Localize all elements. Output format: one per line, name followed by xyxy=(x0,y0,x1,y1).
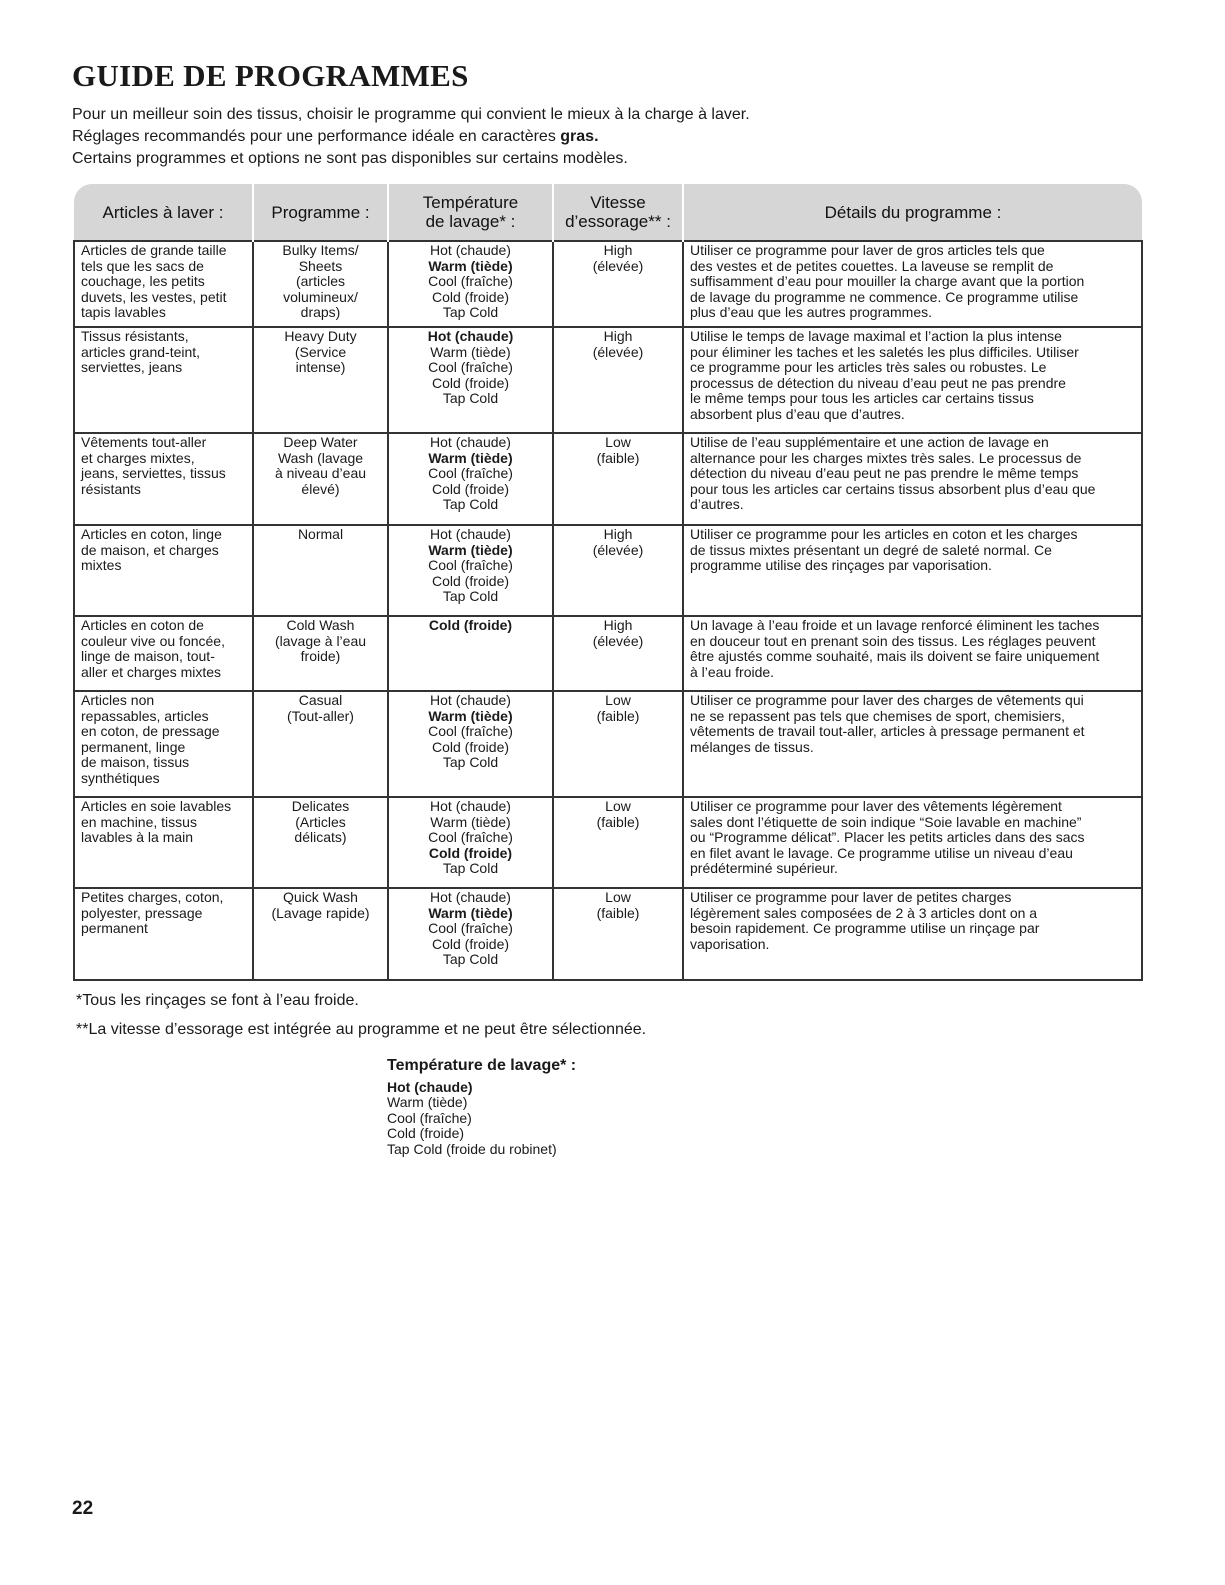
temperature-option: Hot (chaude) xyxy=(430,526,511,542)
articles-line: couleur vive ou foncée, xyxy=(81,632,225,649)
temperature-option: Cold (froide) xyxy=(431,374,510,391)
spin-speed-line: (élevée) xyxy=(592,343,644,360)
temperature-option: Cold (froide) xyxy=(431,288,510,305)
temperature-cell xyxy=(388,616,553,691)
articles-line: résistants xyxy=(81,480,141,497)
program-guide-table-container xyxy=(73,184,1141,981)
intro-text xyxy=(72,104,750,170)
articles-line: Articles en coton, linge xyxy=(81,526,222,542)
legend-item: Warm (tiède) xyxy=(387,1094,468,1110)
articles-line: tels que les sacs de xyxy=(81,257,204,274)
temperature-option: Cool (fraîche) xyxy=(428,723,513,739)
spin-speed-line: (faible) xyxy=(596,449,640,466)
articles-line: articles grand-teint, xyxy=(81,343,201,360)
details-line: légèrement sales composées de 2 à 3 articles dont on a xyxy=(690,904,1038,921)
details-line: vaporisation. xyxy=(690,935,770,952)
page-title: GUIDE DE PROGRAMMES xyxy=(72,58,469,93)
details-line: programme utilise des rinçages par vaporisation. xyxy=(690,557,992,573)
programme-line: (Articles xyxy=(295,813,346,830)
articles-line: couchage, les petits xyxy=(81,273,205,289)
legend-title: Température de lavage* : xyxy=(387,1057,577,1074)
intro-line-1: Pour un meilleur soin des tissus, choisir le programme qui convient le mieux à la charge à laver. xyxy=(72,106,750,123)
temperature-option: Hot (chaude) xyxy=(430,434,511,450)
temperature-option: Tap Cold xyxy=(442,754,499,770)
details-line: Utiliser ce programme pour laver des charges de vêtements qui xyxy=(690,692,1084,708)
header-programme: Programme : xyxy=(253,184,388,241)
articles-line: permanent, linge xyxy=(81,738,186,755)
details-line: à l’eau froide. xyxy=(690,663,775,680)
spin-speed-cell xyxy=(553,691,683,797)
articles-line: Articles en coton de xyxy=(81,617,204,633)
articles-cell xyxy=(74,888,253,980)
programme-cell xyxy=(253,327,388,433)
spin-speed-line: High xyxy=(603,328,633,344)
articles-cell xyxy=(74,797,253,888)
temperature-option: Tap Cold xyxy=(442,860,499,876)
recommended-temperature: Warm (tiède) xyxy=(428,541,513,558)
details-line: besoin rapidement. Ce programme utilise un rinçage par xyxy=(690,920,1040,936)
footnotes xyxy=(76,990,646,1048)
articles-line: de maison, tissus xyxy=(81,754,190,770)
articles-line: repassables, articles xyxy=(81,707,209,724)
programme-line: Sheets xyxy=(298,257,343,274)
temperature-option: Cool (fraîche) xyxy=(428,465,513,481)
legend-items xyxy=(387,1080,576,1158)
header-details: Détails du programme : xyxy=(683,184,1142,241)
footnote-spin-speed: **La vitesse d’essorage est intégrée au programme et ne peut être sélectionnée. xyxy=(76,1021,647,1038)
articles-line: Petites charges, coton, xyxy=(81,889,224,905)
programme-line: (Service xyxy=(294,343,347,360)
header-temperature-line-1: Température xyxy=(422,193,519,212)
details-line: Utiliser ce programme pour laver de gros articles tels que xyxy=(690,242,1045,258)
temperature-option: Hot (chaude) xyxy=(430,692,511,708)
intro-line-3: Certains programmes et options ne sont pas disponibles sur certains modèles. xyxy=(72,150,628,167)
details-cell xyxy=(683,241,1142,327)
temperature-option: Cool (fraîche) xyxy=(428,920,513,936)
spin-speed-line: (élevée) xyxy=(592,257,644,274)
articles-cell xyxy=(74,525,253,616)
table-row xyxy=(74,797,1142,888)
articles-line: et charges mixtes, xyxy=(81,449,195,466)
intro-line-2-text: Réglages recommandés pour une performance idéale en caractères xyxy=(72,128,561,145)
header-speed-line-2: d’essorage** : xyxy=(565,212,671,231)
programme-line: intense) xyxy=(295,359,346,375)
details-line: ne se repassent pas tels que chemises de sport, chemisiers, xyxy=(690,707,1066,724)
intro-line-2 xyxy=(72,126,750,148)
details-line: absorbent plus d’eau que d’autres. xyxy=(690,405,905,422)
header-speed-line-1: Vitesse xyxy=(590,193,646,212)
header-temperature xyxy=(388,184,553,241)
programme-line: délicats) xyxy=(294,829,347,845)
articles-line: polyester, pressage xyxy=(81,904,203,921)
spin-speed-cell xyxy=(553,241,683,327)
details-line: de lavage du programme ne commence. Ce programme utilise xyxy=(690,288,1079,305)
programme-line: Casual xyxy=(298,692,343,708)
articles-cell xyxy=(74,241,253,327)
programme-line: Wash (lavage xyxy=(277,449,364,466)
table-body xyxy=(74,241,1142,980)
details-line: plus d’eau que les autres programmes. xyxy=(690,304,933,320)
legend-item: Cold (froide) xyxy=(387,1125,465,1141)
table-row xyxy=(74,241,1142,327)
table-row xyxy=(74,888,1142,980)
articles-line: duvets, les vestes, petit xyxy=(81,288,227,305)
details-line: processus de détection du niveau d’eau peut ne pas prendre xyxy=(690,374,1066,391)
details-line: ou “Programme délicat”. Placer les petits articles dans des sacs xyxy=(690,829,1085,845)
details-line: le même temps pour tous les articles car certains tissus xyxy=(690,390,1034,406)
temperature-option: Cold (froide) xyxy=(431,572,510,589)
legend-item: Hot (chaude) xyxy=(387,1078,473,1095)
programme-line: Cold Wash xyxy=(286,617,355,633)
temperature-option: Cool (fraîche) xyxy=(428,273,513,289)
spin-speed-line: Low xyxy=(605,434,631,450)
articles-line: en machine, tissus xyxy=(81,813,197,830)
programme-line: Delicates xyxy=(291,798,350,814)
temperature-cell xyxy=(388,433,553,525)
temperature-option: Tap Cold xyxy=(442,390,499,406)
details-cell xyxy=(683,433,1142,525)
spin-speed-line: Low xyxy=(605,889,631,905)
spin-speed-cell xyxy=(553,327,683,433)
articles-line: lavables à la main xyxy=(81,829,194,845)
temperature-option: Cold (froide) xyxy=(431,738,510,755)
programme-line: froide) xyxy=(300,648,341,664)
details-line: pour tous les articles car certains tissus absorbent plus d’eau que xyxy=(690,480,1096,497)
legend-item: Cool (fraîche) xyxy=(387,1109,472,1126)
articles-line: serviettes, jeans xyxy=(81,359,183,375)
details-cell xyxy=(683,797,1142,888)
details-line: prédéterminé supérieur. xyxy=(690,860,838,876)
programme-line: Deep Water xyxy=(283,434,358,450)
spin-speed-line: (faible) xyxy=(596,813,640,830)
details-line: suffisamment d’eau pour mouiller la charge avant que la portion xyxy=(690,273,1085,289)
details-line: des vestes et de petites couettes. La laveuse se remplit de xyxy=(690,257,1054,274)
header-articles: Articles à laver : xyxy=(74,184,253,241)
programme-cell xyxy=(253,433,388,525)
details-line: Utilise de l’eau supplémentaire et une action de lavage en xyxy=(690,434,1049,450)
articles-line: jeans, serviettes, tissus xyxy=(81,465,226,481)
recommended-temperature: Warm (tiède) xyxy=(428,904,513,921)
articles-line: aller et charges mixtes xyxy=(81,663,222,680)
details-line: Utiliser ce programme pour laver de petites charges xyxy=(690,889,1012,905)
recommended-temperature: Warm (tiède) xyxy=(428,449,513,466)
programme-cell xyxy=(253,691,388,797)
footnote-rinse: *Tous les rinçages se font à l’eau froide. xyxy=(76,992,359,1009)
temperature-option: Hot (chaude) xyxy=(430,242,511,258)
programme-cell xyxy=(253,797,388,888)
table-row xyxy=(74,433,1142,525)
recommended-temperature: Warm (tiède) xyxy=(428,257,513,274)
programme-line: Quick Wash xyxy=(283,889,358,905)
articles-line: linge de maison, tout- xyxy=(81,648,215,664)
spin-speed-line: High xyxy=(603,526,633,542)
details-cell xyxy=(683,616,1142,691)
spin-speed-cell xyxy=(553,797,683,888)
articles-line: Articles en soie lavables xyxy=(81,798,232,814)
recommended-temperature: Cold (froide) xyxy=(428,844,513,861)
table-header-row xyxy=(74,184,1142,241)
details-line: détection du niveau d’eau peut ne pas prendre le même temps xyxy=(690,465,1079,481)
programme-line: (articles xyxy=(295,273,345,289)
temperature-option: Tap Cold xyxy=(442,304,499,320)
temperature-option: Cold (froide) xyxy=(431,480,510,497)
spin-speed-line: Low xyxy=(605,692,631,708)
details-line: de tissus mixtes présentant un degré de saleté normal. Ce xyxy=(690,541,1052,558)
temperature-option: Tap Cold xyxy=(442,588,499,604)
details-line: d’autres. xyxy=(690,496,744,512)
programme-cell xyxy=(253,241,388,327)
spin-speed-line: High xyxy=(603,617,633,633)
articles-line: Articles non xyxy=(81,692,155,708)
table-row xyxy=(74,525,1142,616)
temperature-cell xyxy=(388,525,553,616)
details-line: alternance pour les charges mixtes très sales. Le processus de xyxy=(690,449,1082,466)
temperature-option: Cool (fraîche) xyxy=(428,359,513,375)
articles-line: Articles de grande taille xyxy=(81,242,227,258)
temperature-option: Cool (fraîche) xyxy=(428,557,513,573)
programme-line: Normal xyxy=(297,526,344,542)
articles-line: en coton, de pressage xyxy=(81,723,220,739)
temperature-option: Cool (fraîche) xyxy=(428,829,513,845)
programme-line: à niveau d’eau xyxy=(274,465,367,481)
recommended-temperature: Warm (tiède) xyxy=(428,707,513,724)
temperature-option: Hot (chaude) xyxy=(430,889,511,905)
spin-speed-line: (faible) xyxy=(596,904,640,921)
temperature-option: Tap Cold xyxy=(442,951,499,967)
temperature-cell xyxy=(388,691,553,797)
details-cell xyxy=(683,888,1142,980)
programme-cell xyxy=(253,525,388,616)
articles-cell xyxy=(74,433,253,525)
temperature-option: Warm (tiède) xyxy=(430,813,511,830)
articles-cell xyxy=(74,691,253,797)
program-guide-table xyxy=(73,184,1143,981)
articles-cell xyxy=(74,616,253,691)
details-line: en douceur tout en prenant soin des tissus. Les réglages peuvent xyxy=(690,632,1096,649)
temperature-option: Warm (tiède) xyxy=(430,343,511,360)
details-line: pour éliminer les taches et les saletés les plus difficiles. Utiliser xyxy=(690,343,1079,360)
articles-cell xyxy=(74,327,253,433)
temperature-cell xyxy=(388,797,553,888)
spin-speed-line: (élevée) xyxy=(592,632,644,649)
temperature-option: Tap Cold xyxy=(442,496,499,512)
programme-line: (Tout-aller) xyxy=(287,707,354,724)
articles-line: mixtes xyxy=(81,557,122,573)
articles-line: permanent xyxy=(81,920,148,936)
articles-line: tapis lavables xyxy=(81,304,166,320)
spin-speed-cell xyxy=(553,616,683,691)
table-row xyxy=(74,616,1142,691)
details-line: Utiliser ce programme pour les articles en coton et les charges xyxy=(690,526,1078,542)
spin-speed-cell xyxy=(553,888,683,980)
articles-line: de maison, et charges xyxy=(81,541,219,558)
articles-line: Vêtements tout-aller xyxy=(81,434,207,450)
programme-cell xyxy=(253,888,388,980)
spin-speed-line: (faible) xyxy=(596,707,640,724)
details-line: Un lavage à l’eau froide et un lavage renforcé éliminent les taches xyxy=(690,617,1100,633)
details-line: vêtements de travail tout-aller, articles à pressage permanent et xyxy=(690,723,1085,739)
programme-line: (lavage à l’eau xyxy=(274,632,367,649)
spin-speed-cell xyxy=(553,433,683,525)
articles-line: synthétiques xyxy=(81,769,160,786)
details-line: sales dont l’étiquette de soin indique “Soie lavable en machine” xyxy=(690,813,1082,830)
table-row xyxy=(74,691,1142,797)
details-line: en filet avant le lavage. Ce programme utilise un niveau d’eau xyxy=(690,844,1073,861)
table-row xyxy=(74,327,1142,433)
details-line: Utilise le temps de lavage maximal et l’action la plus intense xyxy=(690,328,1062,344)
details-cell xyxy=(683,525,1142,616)
header-spin-speed xyxy=(553,184,683,241)
temperature-cell xyxy=(388,888,553,980)
temperature-legend xyxy=(387,1058,576,1157)
programme-line: Heavy Duty xyxy=(284,328,357,344)
details-cell xyxy=(683,691,1142,797)
programme-cell xyxy=(253,616,388,691)
legend-item: Tap Cold (froide du robinet) xyxy=(387,1140,557,1157)
details-line: Utiliser ce programme pour laver des vêtements légèrement xyxy=(690,798,1062,814)
programme-line: volumineux/ xyxy=(283,288,358,305)
programme-line: Bulky Items/ xyxy=(282,242,359,258)
spin-speed-line: (élevée) xyxy=(592,541,644,558)
temperature-option: Hot (chaude) xyxy=(430,798,511,814)
programme-line: draps) xyxy=(300,304,341,320)
page-number: 22 xyxy=(72,1498,94,1519)
intro-line-2-bold: gras. xyxy=(560,128,599,145)
spin-speed-line: Low xyxy=(605,798,631,814)
programme-line: élevé) xyxy=(301,480,340,497)
spin-speed-line: High xyxy=(603,242,633,258)
recommended-temperature: Cold (froide) xyxy=(428,617,513,633)
spin-speed-cell xyxy=(553,525,683,616)
programme-line: (Lavage rapide) xyxy=(271,904,370,921)
recommended-temperature: Hot (chaude) xyxy=(427,328,514,344)
details-cell xyxy=(683,327,1142,433)
articles-line: Tissus résistants, xyxy=(81,328,189,344)
header-temperature-line-2: de lavage* : xyxy=(425,212,516,231)
temperature-cell xyxy=(388,327,553,433)
details-line: ce programme pour les articles très sales ou robustes. Le xyxy=(690,359,1047,375)
temperature-cell xyxy=(388,241,553,327)
temperature-option: Cold (froide) xyxy=(431,935,510,952)
details-line: être ajustés comme souhaité, mais ils doivent se faire uniquement xyxy=(690,648,1100,664)
details-line: mélanges de tissus. xyxy=(690,738,814,755)
